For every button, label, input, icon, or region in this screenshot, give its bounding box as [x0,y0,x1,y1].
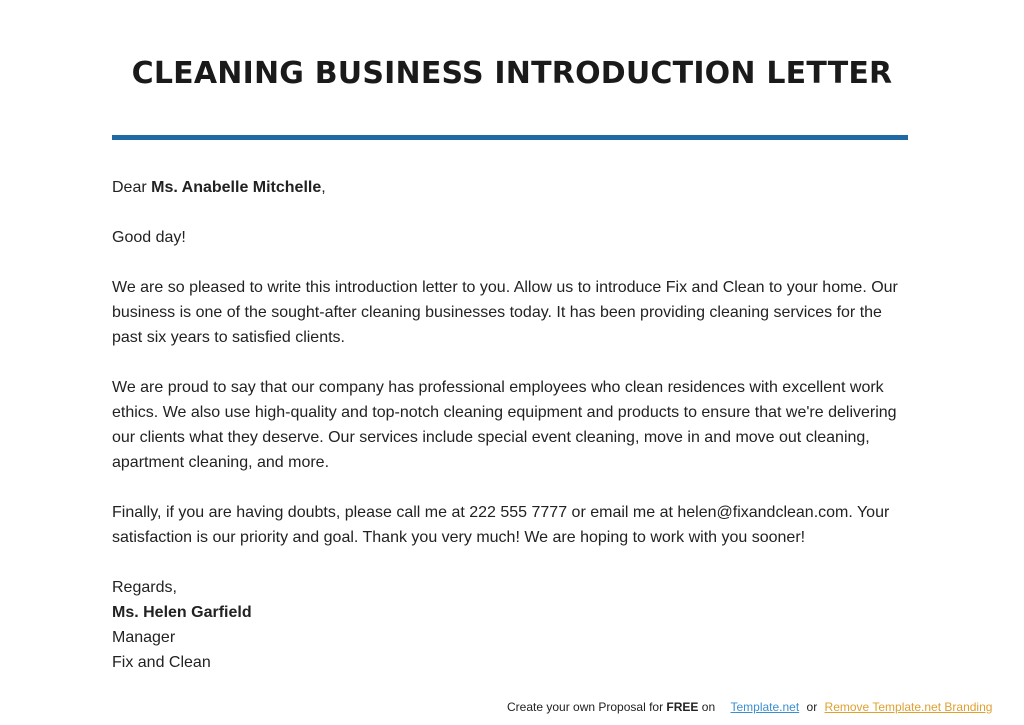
paragraph-introduction: We are so pleased to write this introduction letter to you. Allow us to introduce Fix and Clean to your home. Our business is one of the sought-after cleaning businesses today. It has been providing cleaning services for the past six years to satisfied clients. [112,279,898,346]
salutation-suffix: , [321,179,326,196]
signer-name: Ms. Helen Garfield [112,604,252,621]
footer-free: FREE [666,700,699,714]
closing: Regards, [112,579,177,596]
recipient-name: Ms. Anabelle Mitchelle [151,179,322,196]
greeting: Good day! [112,229,186,246]
salutation-prefix: Dear [112,179,152,196]
footer-or: or [806,700,818,714]
footer-text: Create your own Proposal for [507,700,667,714]
signer-company: Fix and Clean [112,654,211,671]
paragraph-contact: Finally, if you are having doubts, please call me at 222 555 7777 or email me at helen@fixandclean.com. Your satisfaction is our priority and goal. Thank you very much! We are hoping to work with you sooner! [112,504,890,546]
template-net-link[interactable]: Template.net [730,700,800,714]
letter-body [112,175,916,675]
salutation [112,175,916,200]
branding-footer [507,698,992,716]
title-divider [112,135,908,140]
remove-branding-link[interactable]: Remove Template.net Branding [824,700,993,714]
paragraph-company: We are proud to say that our company has professional employees who clean residences with excellent work ethics. We also use high-quality and top-notch cleaning equipment and products to ensure that we're delivering our clients what they deserve. Our services include special event cleaning, move in and move out cleaning, apartment cleaning, and more. [112,379,897,471]
document-title: CLEANING BUSINESS INTRODUCTION LETTER [131,56,893,91]
signer-position: Manager [112,629,176,646]
footer-on: on [698,700,716,714]
signature-block [112,575,916,675]
